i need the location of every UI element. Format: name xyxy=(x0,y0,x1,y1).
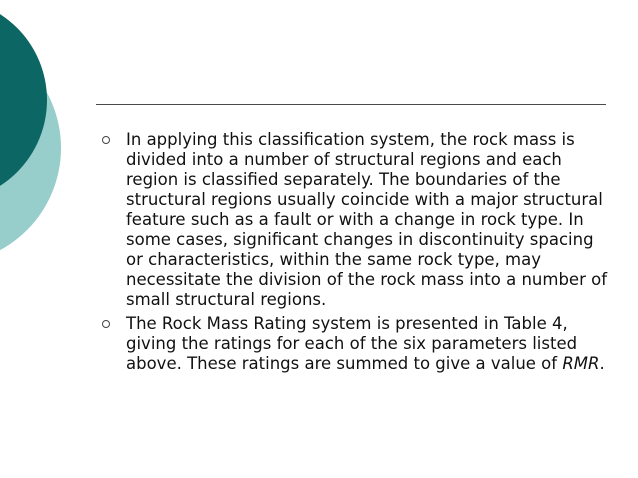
hollow-circle-bullet-icon xyxy=(102,136,110,144)
bullet-item xyxy=(100,130,610,310)
title-divider xyxy=(96,104,606,105)
bullet-text xyxy=(126,314,610,374)
bullet-text: In applying this classification system, the rock mass is divided into a number of structural regions and each region is classified separately. The boundaries of the structural regions usually coincide with a major structural feature such as a fault or with a change in rock type. In some cases, significant changes in discontinuity spacing or characteristics, within the same rock type, may necessitate the division of the rock mass into a number of small structural regions. xyxy=(126,130,607,309)
bullet-text-suffix: . xyxy=(599,354,605,373)
rmr-emphasis: RMR xyxy=(562,354,600,373)
hollow-circle-bullet-icon xyxy=(102,320,110,328)
bullet-text-main: The Rock Mass Rating system is presented in Table 4, giving the ratings for each of the six parameters listed above. These ratings are summed to give a value of xyxy=(126,314,578,373)
bullet-item xyxy=(100,314,610,374)
bullet-list xyxy=(100,130,610,378)
decorative-circles xyxy=(0,0,80,260)
